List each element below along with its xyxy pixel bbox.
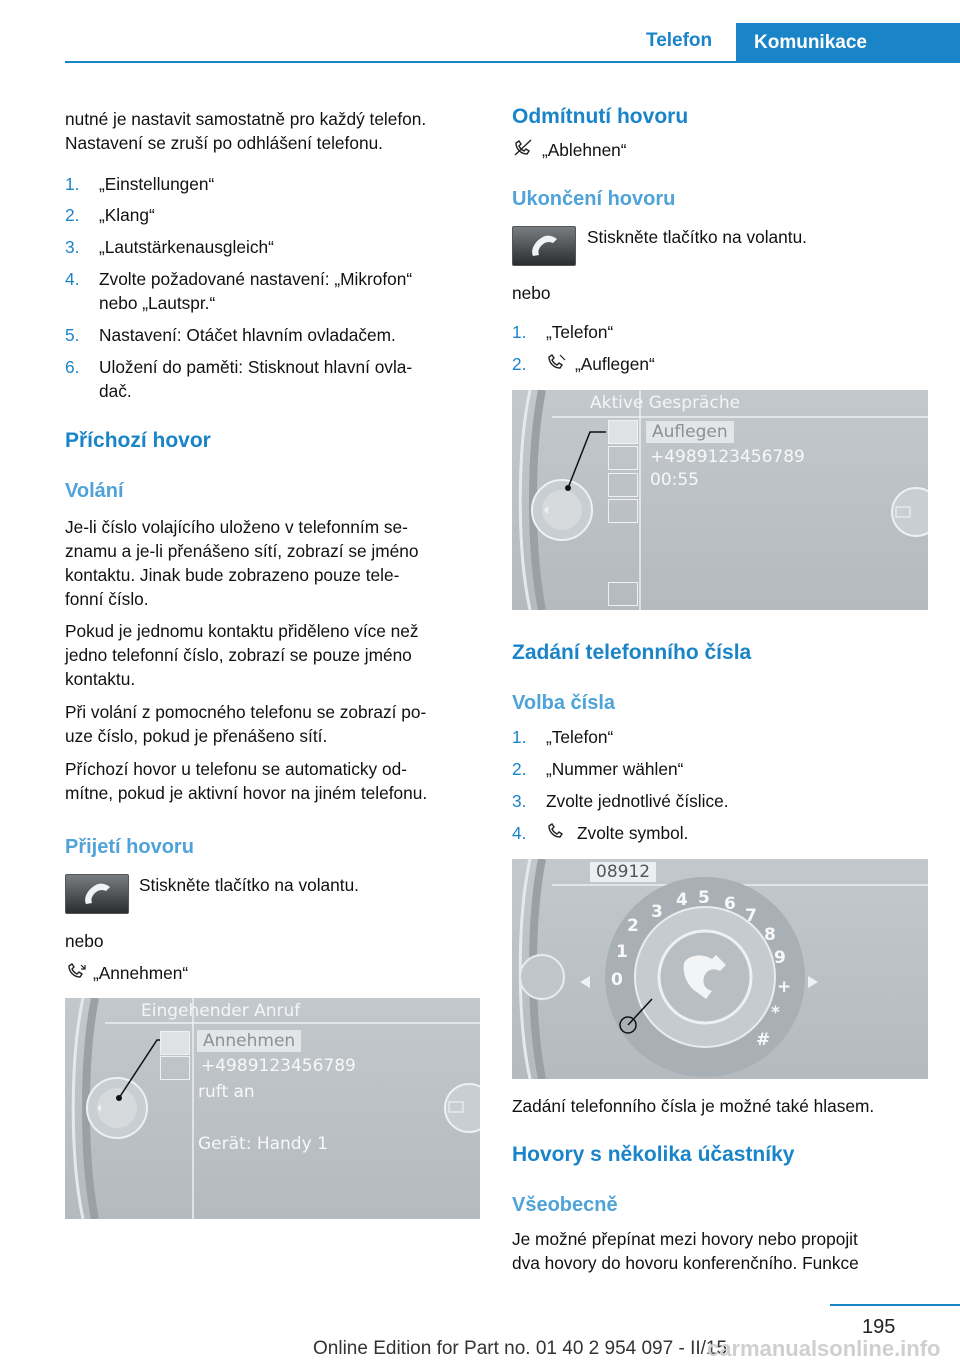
step-text: Zvolte požadované nastavení: „Mikrofon“ [99, 269, 413, 289]
heading-accept-call: Přijetí hovoru [65, 836, 194, 858]
end-button-text: Stiskněte tlačítko na volantu. [587, 227, 807, 247]
page-number: 195 [862, 1316, 896, 1338]
dial-plus[interactable]: + [777, 977, 792, 997]
para-line: mítne, pokud je aktivní hovor na jiném telefonu. [65, 783, 428, 803]
reject-menu-item: „Ablehnen“ [542, 140, 627, 160]
step-text: „Einstellungen“ [99, 174, 215, 194]
dial-digit[interactable]: 0 [611, 970, 623, 990]
para-line: kontaktu. [65, 669, 136, 689]
watermark: carmanualsonline.info [707, 1336, 941, 1361]
entered-number-field[interactable]: 08912 [590, 862, 656, 882]
heading-dial: Volba čísla [512, 692, 616, 714]
step-text: „Telefon“ [546, 727, 614, 747]
step-text: „Auflegen“ [575, 354, 655, 374]
dial-star[interactable]: * [771, 1003, 780, 1023]
handsfree-side-button[interactable] [608, 582, 638, 606]
para-line: Je-li číslo volajícího uloženo v telefonním se‐ [65, 517, 408, 537]
device-name: Gerät: Handy 1 [198, 1134, 328, 1154]
dial-symbol-icon [546, 822, 568, 840]
or-text: nebo [512, 283, 551, 303]
step-number: 4. [512, 823, 527, 843]
step-number: 6. [65, 357, 80, 377]
step-text: Uložení do paměti: Stisknout hlavní ovla‐ [99, 357, 413, 377]
step-text: Nastavení: Otáčet hlavním ovladačem. [99, 325, 396, 345]
step-number: 3. [512, 791, 527, 811]
intro-line-2: Nastavení se zruší po odhlášení telefonu. [65, 133, 383, 153]
intro-line-1: nutné je nastavit samostatně pro každý telefon. [65, 109, 427, 129]
general-text-line: Je možné přepínat mezi hovory nebo propojit [512, 1229, 858, 1249]
handset-icon [527, 232, 563, 262]
step-text: „Nummer wählen“ [546, 759, 684, 779]
or-text: nebo [65, 931, 104, 951]
edition-footer: Online Edition for Part no. 01 40 2 954 097 - II/15 [313, 1338, 728, 1359]
contacts-side-button[interactable] [608, 499, 638, 523]
dial-digit[interactable]: 4 [676, 890, 688, 910]
para-line: znamu a je-li přenášeno sítí, zobrazí se jméno [65, 541, 419, 561]
screen-incoming-call [65, 998, 480, 1219]
tab-telefon[interactable]: Telefon [646, 30, 713, 51]
heading-call: Volání [65, 480, 124, 502]
para-line: Pokud je jednomu kontaktu přiděleno více než [65, 621, 419, 641]
voice-note: Zadání telefonního čísla je možné také hlasem. [512, 1096, 875, 1116]
heading-end-call: Ukončení hovoru [512, 188, 676, 210]
para-line: jedno telefonní číslo, zobrazí se pouze jméno [65, 645, 412, 665]
para-line: uze číslo, pokud je přenášeno sítí. [65, 726, 328, 746]
heading-incoming-call: Příchozí hovor [65, 429, 211, 452]
step-number: 5. [65, 325, 80, 345]
dial-hash[interactable]: # [756, 1030, 771, 1050]
screen-active-calls [512, 390, 928, 610]
heading-general: Všeobecně [512, 1194, 618, 1216]
dial-digit[interactable]: 3 [651, 902, 663, 922]
dial-digit[interactable]: 2 [627, 916, 639, 936]
para-line: fonní číslo. [65, 589, 149, 609]
heading-multi-party: Hovory s několika účastníky [512, 1143, 795, 1166]
step-number: 2. [512, 354, 527, 374]
call-duration: 00:55 [650, 470, 699, 490]
reject-side-button[interactable] [160, 1056, 190, 1080]
screen-title: Aktive Gespräche [590, 393, 741, 413]
step-number: 1. [65, 174, 80, 194]
caller-number: +4989123456789 [201, 1056, 356, 1076]
accept-call-icon [66, 962, 88, 980]
step-text: dač. [99, 381, 132, 401]
accept-side-button[interactable] [160, 1031, 190, 1055]
step-number: 4. [65, 269, 80, 289]
para-line: Při volání z pomocného telefonu se zobrazí po‐ [65, 702, 427, 722]
step-number: 2. [65, 205, 80, 225]
selected-menu-item[interactable]: Annehmen [197, 1030, 301, 1052]
heading-enter-number: Zadání telefonního čísla [512, 641, 752, 664]
step-text: „Klang“ [99, 205, 155, 225]
step-text: Zvolte jednotlivé číslice. [546, 791, 729, 811]
keypad-side-button[interactable] [608, 473, 638, 497]
dial-digit[interactable]: 5 [698, 888, 710, 908]
handset-icon [80, 880, 116, 910]
selected-menu-item[interactable]: Auflegen [646, 421, 734, 443]
reject-call-icon [513, 139, 535, 157]
para-line: Příchozí hovor u telefonu se automaticky od‐ [65, 759, 407, 779]
call-status: ruft an [198, 1082, 255, 1102]
dial-digit[interactable]: 1 [616, 942, 628, 962]
heading-reject-call: Odmítnutí hovoru [512, 105, 689, 128]
step-text: „Telefon“ [546, 322, 614, 342]
step-number: 2. [512, 759, 527, 779]
dial-digit[interactable]: 9 [774, 948, 786, 968]
mute-side-button[interactable] [608, 446, 638, 470]
screen-dial-speller [512, 859, 928, 1079]
screen-frame-graphic [512, 859, 928, 1079]
para-line: kontaktu. Jinak bude zobrazeno pouze tele‐ [65, 565, 400, 585]
dial-digit[interactable]: 6 [724, 894, 736, 914]
hang-up-icon [546, 353, 568, 371]
steering-phone-button-image [65, 874, 129, 914]
screen-title: Eingehender Anruf [141, 1001, 301, 1021]
steering-phone-button-image [512, 226, 576, 266]
step-text: „Lautstärkenausgleich“ [99, 237, 274, 257]
accept-button-text: Stiskněte tlačítko na volantu. [139, 875, 359, 895]
dial-digit[interactable]: 8 [764, 925, 776, 945]
general-text-line: dva hovory do hovoru konferenčního. Funkce [512, 1253, 859, 1273]
step-number: 3. [65, 237, 80, 257]
tab-komunikace[interactable]: Komunikace [736, 23, 960, 62]
step-text: nebo „Lautspr.“ [99, 293, 216, 313]
hang-up-side-button[interactable] [608, 420, 638, 444]
footer-rule [830, 1304, 960, 1306]
accept-menu-item: „Annehmen“ [93, 963, 189, 983]
step-number: 1. [512, 322, 527, 342]
active-number: +4989123456789 [650, 447, 805, 467]
step-number: 1. [512, 727, 527, 747]
dial-digit[interactable]: 7 [745, 906, 757, 926]
step-text: Zvolte symbol. [577, 823, 689, 843]
